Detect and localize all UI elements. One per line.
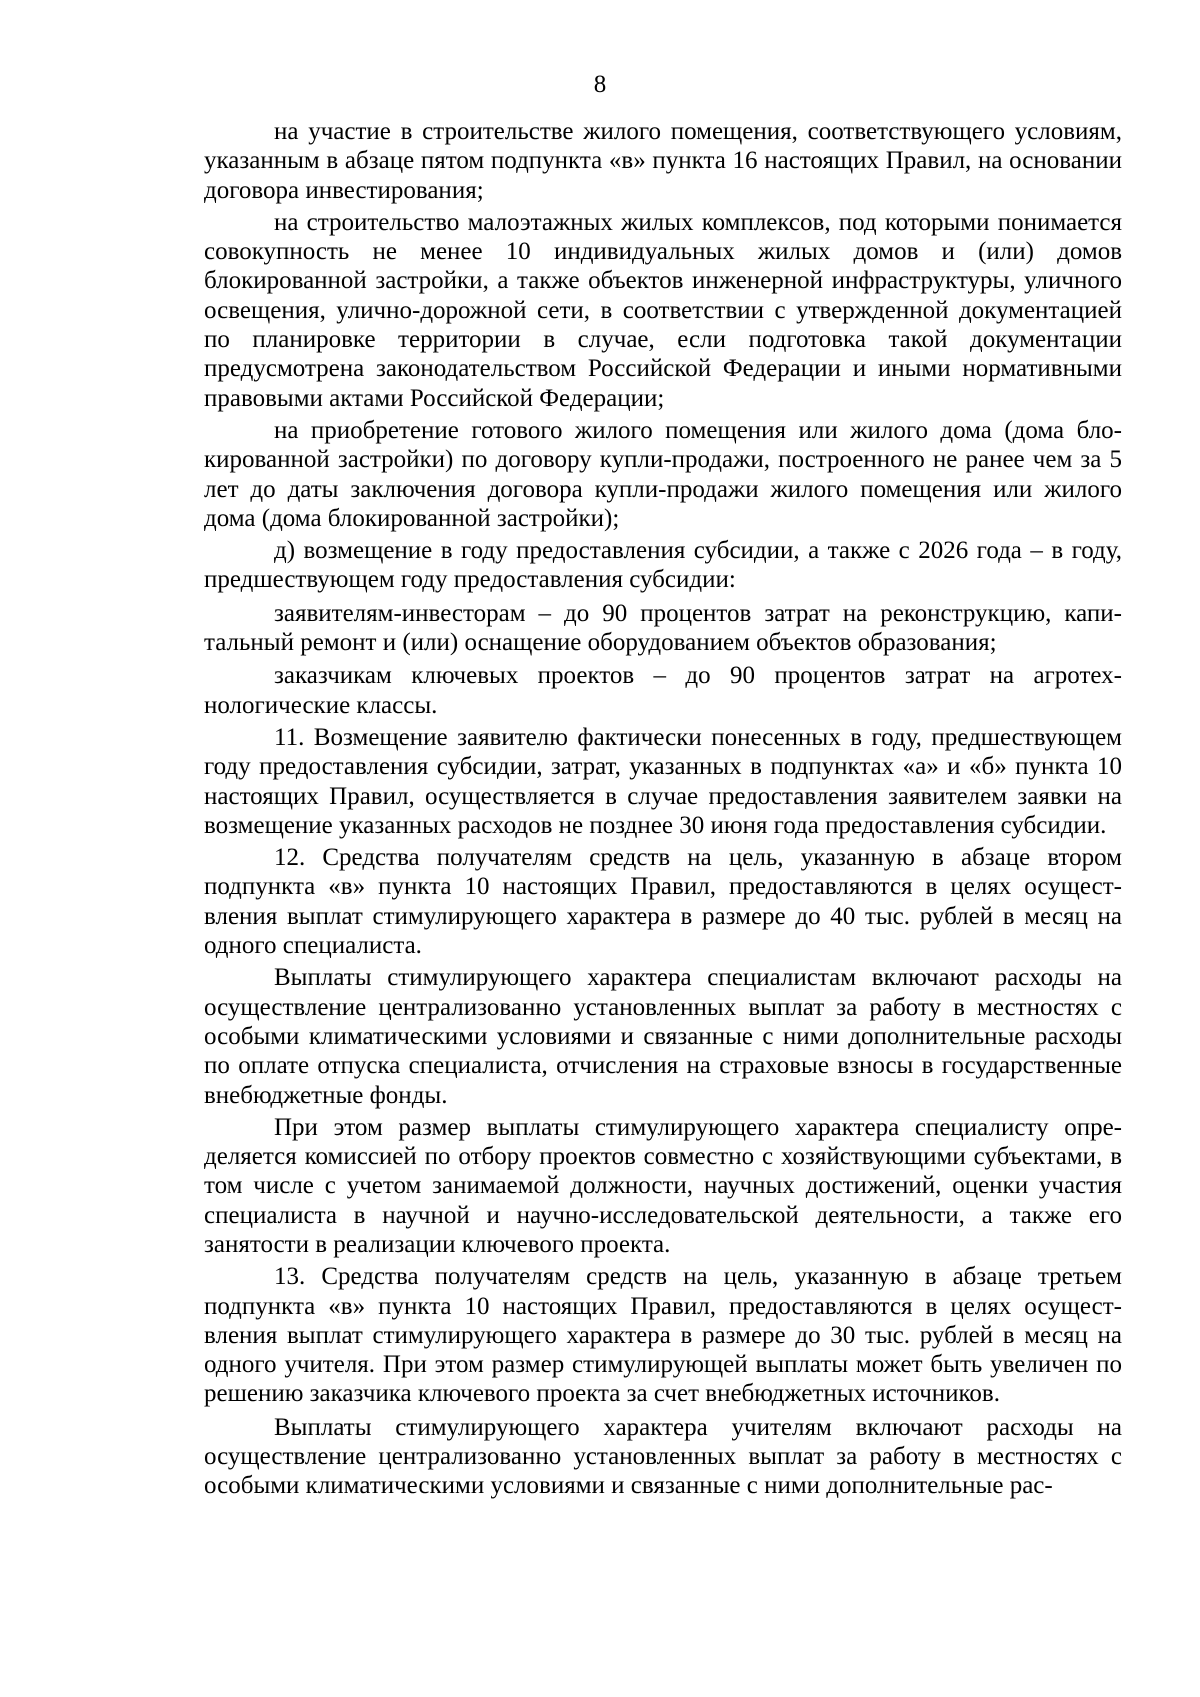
paragraph-6: заказчикам ключевых проектов – до 90 процентов затрат на агротехнологические классы. (204, 662, 1122, 719)
paragraph-7: 11. Возмещение заявителю фактически понесенных в году, предшествующем году предоставления субсидии, затрат, указанных в подпунктах «а» и «б» пункта 10 настоящих Правил, осуществляется в случае предоставления заявителем заявки на возмещение указанных расходов не позднее 30 июня года предоставления субсидии. (204, 723, 1122, 839)
document-body (204, 117, 1122, 1504)
paragraph-3: на приобретение готового жилого помещения или жилого дома (дома блокированной застройки) по договору купли-продажи, построенного не ранее чем за 5 лет до даты заключения договора купли-продажи жилого помещения или жилого дома (дома блокированной застройки); (204, 416, 1122, 532)
paragraph-5: заявителям-инвесторам – до 90 процентов затрат на реконструкцию, капитальный ремонт и (или) оснащение оборудованием объектов образования; (204, 599, 1122, 657)
paragraph-1: на участие в строительстве жилого помещения, соответствующего условиям, указанным в абзаце пятом подпункта «в» пункта 16 настоящих Правил, на основании договора инвестирования; (204, 118, 1122, 204)
paragraph-4: д) возмещение в году предоставления субсидии, а также с 2026 года – в году, предшествующем году предоставления субсидии: (204, 537, 1122, 594)
paragraph-2: на строительство малоэтажных жилых комплексов, под которыми понимается совокупность не менее 10 индивидуальных жилых домов и (или) домов блокированной застройки, а также объектов инженерной инфраструктуры, уличного освещения, улично-дорожной сети, в соответствии с утвержденной документацией по планировке территории в случае, если подготовка такой документации предусмотрена законодательством Российской Федерации и иными нормативными правовыми актами Российской Федерации; (204, 208, 1122, 412)
paragraph-9: Выплаты стимулирующего характера специалистам включают расходы на осуществление централизованно установленных выплат за работу в местностях с особыми климатическими условиями и связанные с ними дополнительные расходы по оплате отпуска специалиста, отчисления на страховые взносы в государственные внебюджетные фонды. (204, 964, 1122, 1109)
page-number: 8 (593, 71, 607, 98)
paragraph-11: 13. Средства получателям средств на цель, указанную в абзаце третьем подпункта «в» пункта 10 настоящих Правил, предоставляются в целях осуществления выплат стимулирующего характера в размере до 30 тыс. рублей в месяц на одного учителя. При этом размер стимулирующей выплаты может быть увеличен по решению заказчика ключевого проекта за счет внебюджетных источников. (204, 1263, 1122, 1408)
paragraph-8: 12. Средства получателям средств на цель, указанную в абзаце втором подпункта «в» пункта 10 настоящих Правил, предоставляются в целях осуществления выплат стимулирующего характера в размере до 40 тыс. рублей в месяц на одного специалиста. (204, 844, 1122, 960)
paragraph-12: Выплаты стимулирующего характера учителям включают расходы на осуществление централизованно установленных выплат за работу в местностях с особыми климатическими условиями и связанные с ними дополнительные рас- (204, 1413, 1122, 1500)
paragraph-10: При этом размер выплаты стимулирующего характера специалисту определяется комиссией по отбору проектов совместно с хозяйствующими субъектами, в том числе с учетом занимаемой должности, научных достижений, оценки участия специалиста в научной и научно-исследовательской деятельности, а также его занятости в реализации ключевого проекта. (204, 1113, 1122, 1258)
